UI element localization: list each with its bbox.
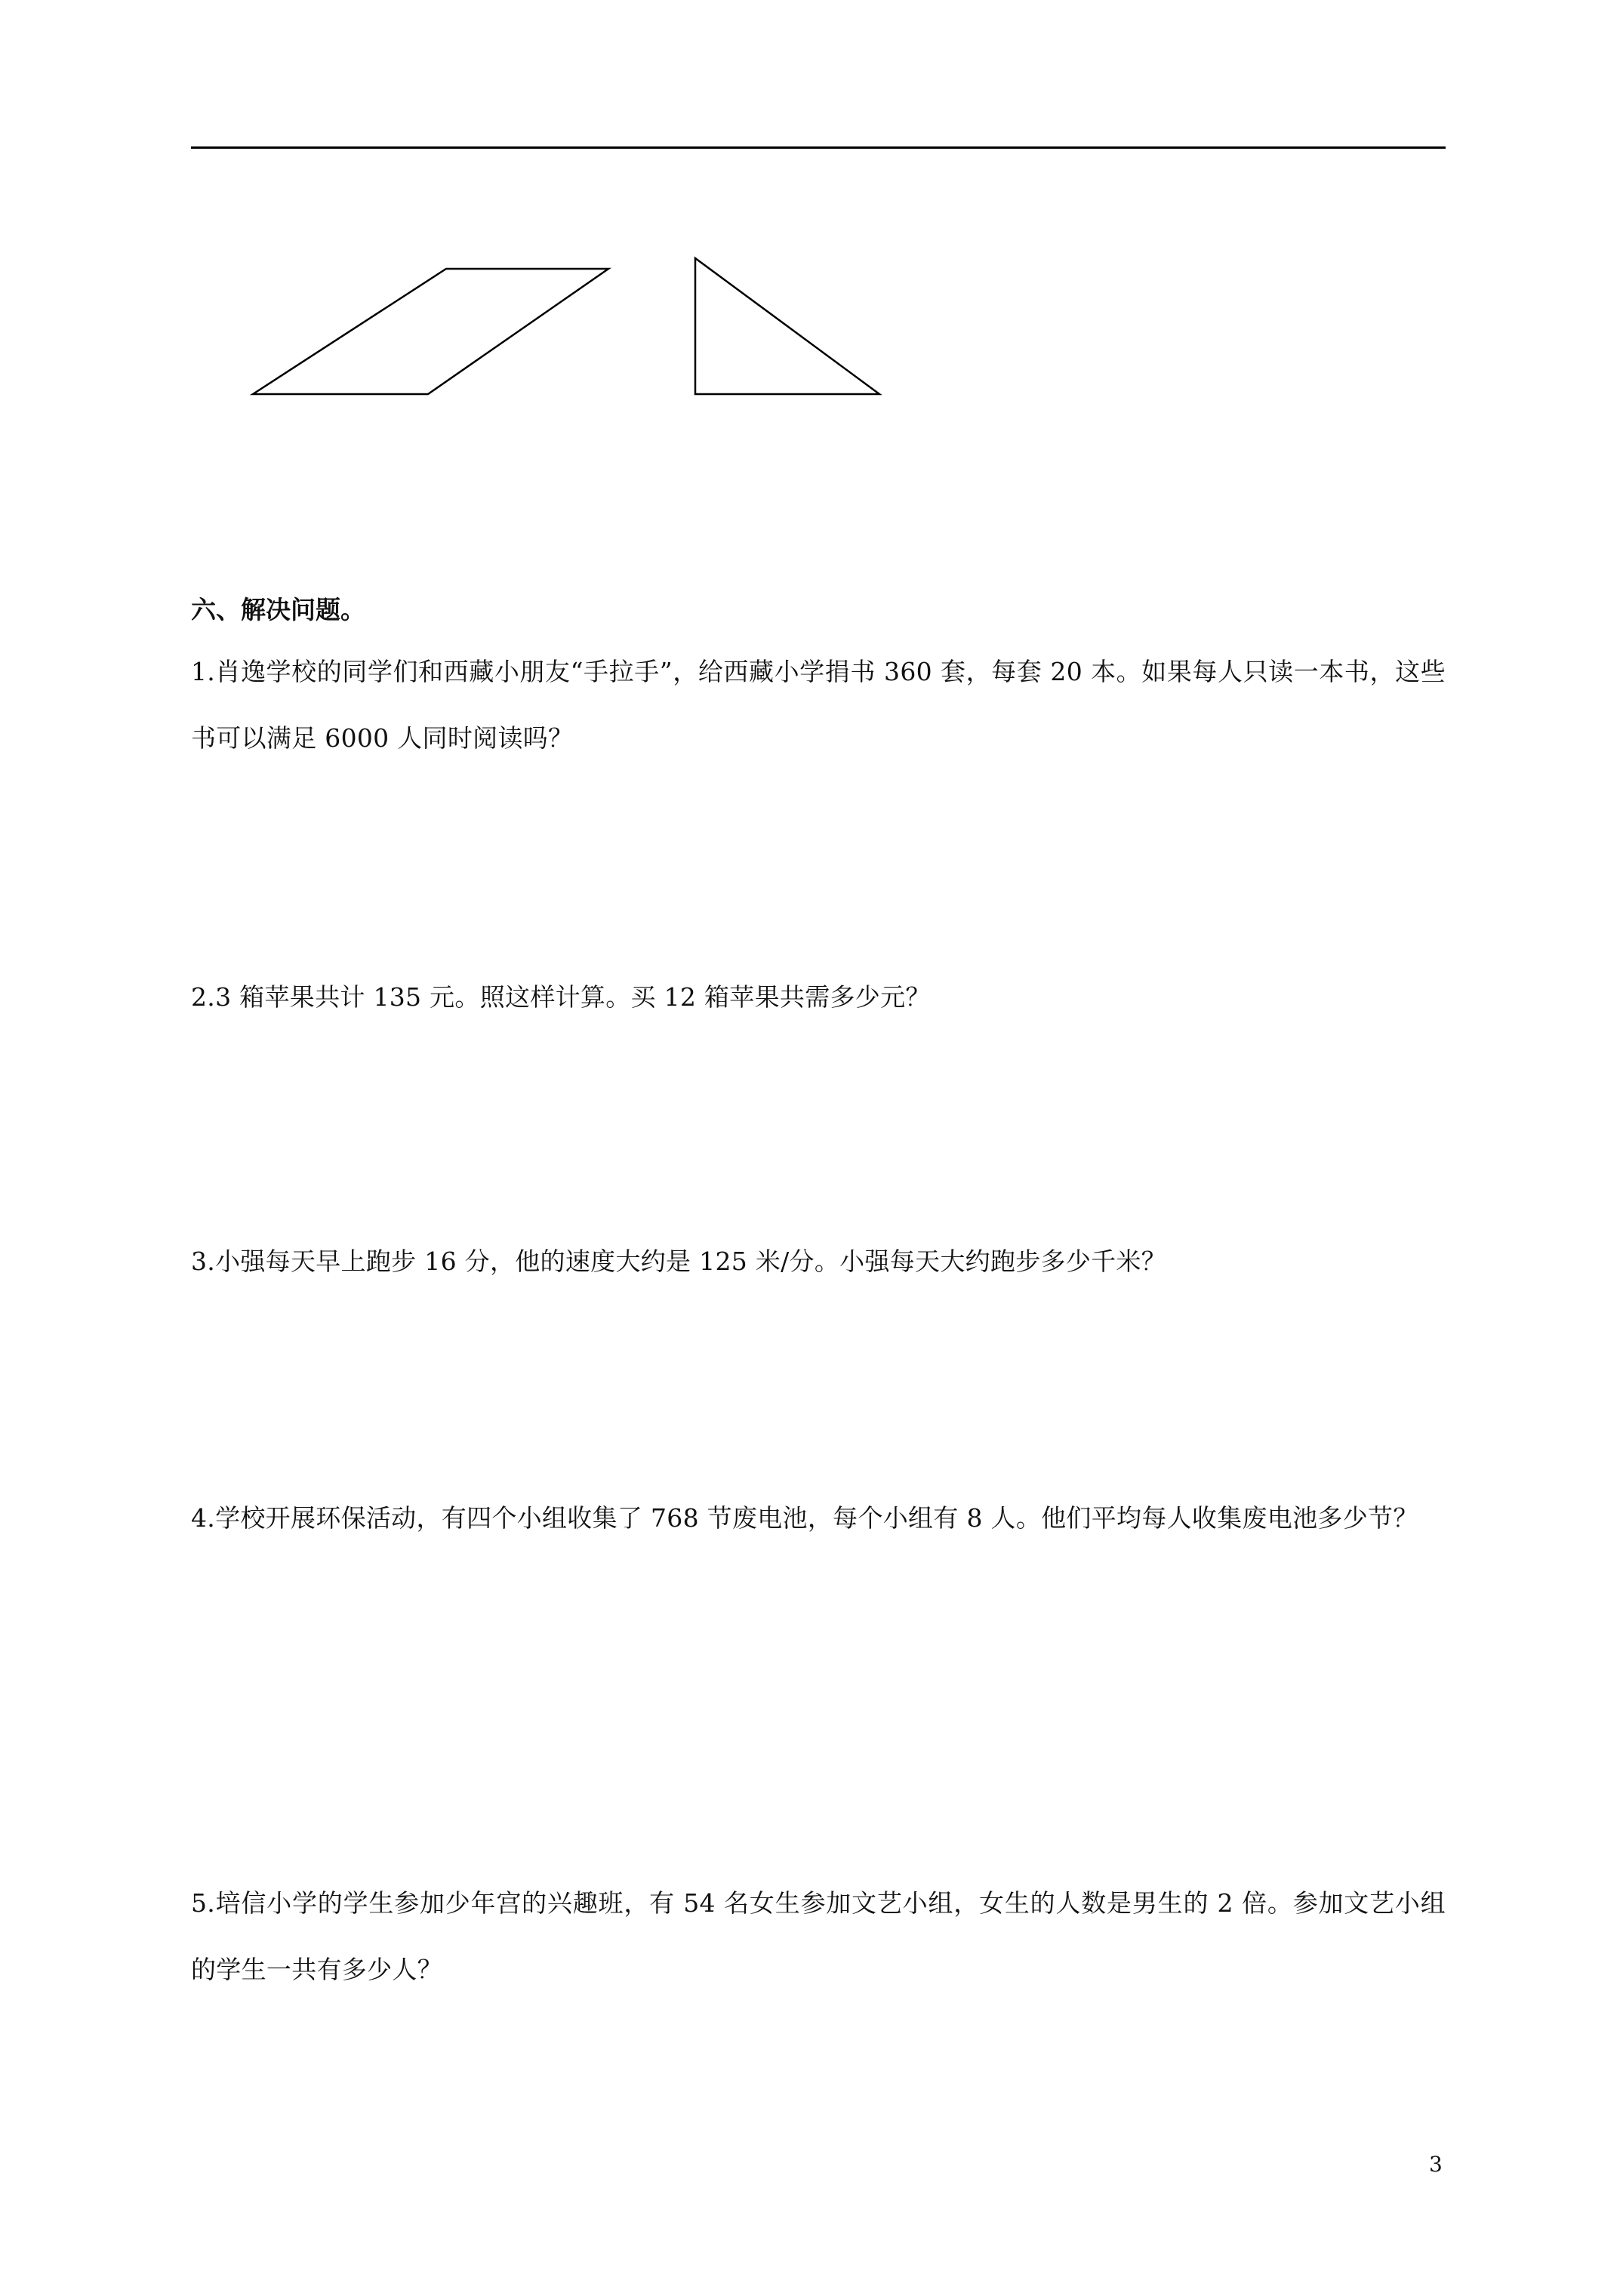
problem-2: 2.3 箱苹果共计 135 元。照这样计算。买 12 箱苹果共需多少元？: [191, 982, 931, 1012]
section-title: 六、解决问题。: [191, 595, 365, 624]
problem-4: 4.学校开展环保活动，有四个小组收集了 768 节废电池，每个小组有 8 人。他们平均每人收集废电池多少节？: [191, 1503, 1418, 1533]
problem-1: 1.肖逸学校的同学们和西藏小朋友“手拉手”，给西藏小学捐书 360 套，每套 20 本。如果每人只读一本书，这些书可以满足 6000 人同时阅读吗？: [191, 657, 1446, 753]
page-number: 3: [1429, 2152, 1443, 2177]
problem-3: 3.小强每天早上跑步 16 分，他的速度大约是 125 米/分。小强每天大约跑步多少千米？: [191, 1247, 1167, 1276]
geometry-figures: [0, 0, 1623, 529]
problem-5: 5.培信小学的学生参加少年宫的兴趣班，有 54 名女生参加文艺小组，女生的人数是男生的 2 倍。参加文艺小组的学生一共有多少人？: [191, 1888, 1446, 1984]
parallelogram-figure: [253, 269, 608, 394]
right-triangle-figure: [695, 258, 879, 394]
